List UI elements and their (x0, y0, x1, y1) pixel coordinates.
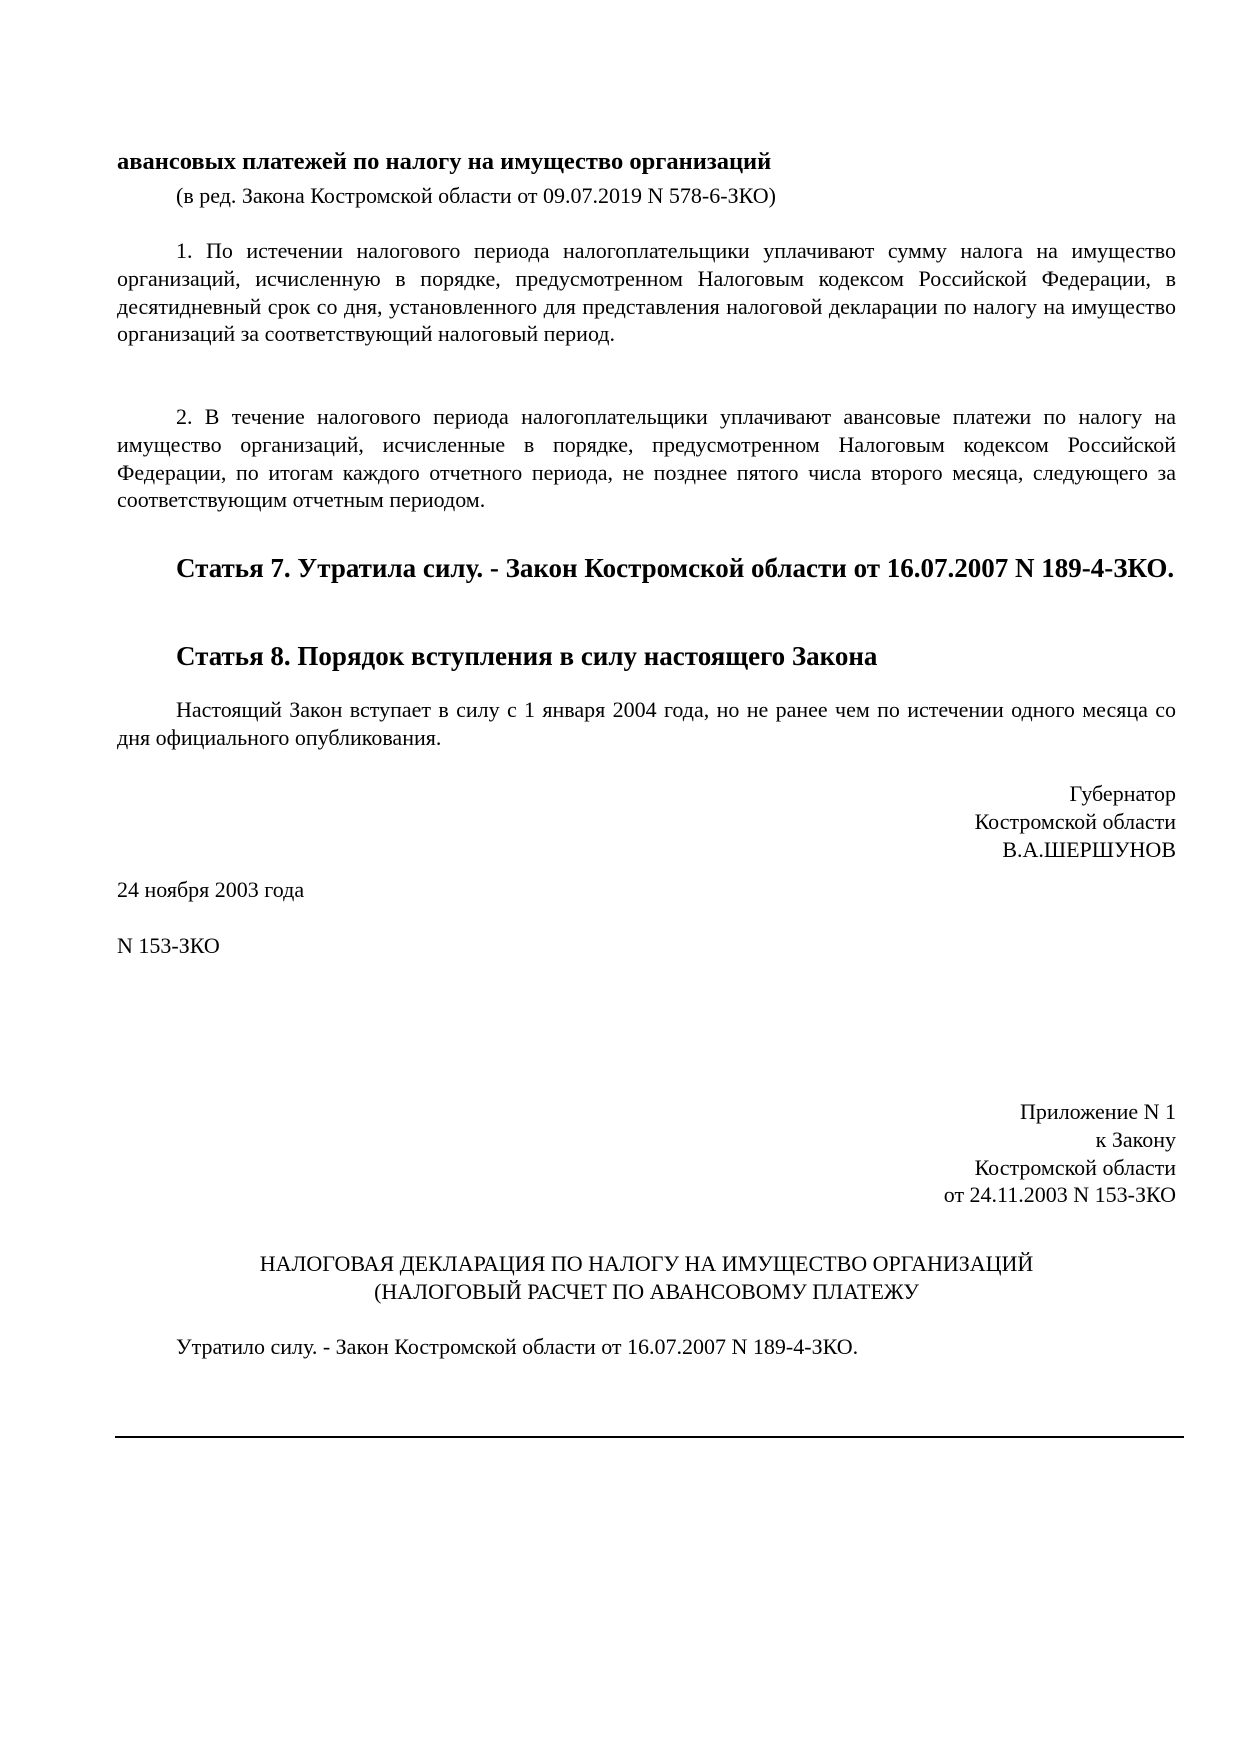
section-amendment-note: (в ред. Закона Костромской области от 09.07.2019 N 578-6-ЗКО) (176, 183, 776, 208)
article-7-heading: Статья 7. Утратила силу. - Закон Костромской области от 16.07.2007 N 189-4-ЗКО. (176, 553, 1175, 583)
signature-title: Губернатор (1069, 781, 1176, 806)
horizontal-rule (115, 1436, 1184, 1438)
law-number: N 153-ЗКО (117, 933, 220, 958)
article-8-text: Настоящий Закон вступает в силу с 1 января 2004 года, но не ранее чем по истечении одного месяца со дня официального опубликования. (117, 697, 1176, 750)
paragraph-1: 1. По истечении налогового периода налогоплательщики уплачивают сумму налога на имущество организаций, исчисленную в порядке, предусмотренном Налоговым кодексом Российской Федерации, в десятидневный срок со дня, установленного для представления налоговой декларации по налогу на имущество организаций за соответствующий налоговый период. (117, 238, 1176, 347)
appendix-law-ref: от 24.11.2003 N 153-ЗКО (943, 1182, 1176, 1208)
appendix-region: Костромской области (974, 1154, 1176, 1180)
law-date: 24 ноября 2003 года (117, 877, 305, 902)
appendix-status: Утратило силу. - Закон Костромской области от 16.07.2007 N 189-4-ЗКО. (176, 1334, 859, 1359)
paragraph-2: 2. В течение налогового периода налогоплательщики уплачивают авансовые платежи по налогу на имущество организаций, исчисленные в порядке, предусмотренном Налоговым кодексом Российской Федерации, по итогам каждого отчетного периода, не позднее пятого числа второго месяца, следующего за соответствующим отчетным периодом. (117, 404, 1176, 513)
appendix-title-line-2: (НАЛОГОВЫЙ РАСЧЕТ ПО АВАНСОВОМУ ПЛАТЕЖУ (374, 1278, 919, 1304)
section-heading: авансовых платежей по налогу на имущество организаций (117, 148, 772, 175)
signature-region: Костромской области (974, 808, 1176, 834)
signature-name: В.А.ШЕРШУНОВ (1002, 836, 1176, 862)
appendix-number: Приложение N 1 (1020, 1099, 1176, 1124)
signature-block (117, 780, 1176, 863)
article-8-heading: Статья 8. Порядок вступления в силу настоящего Закона (176, 641, 878, 671)
appendix-title-line-1: НАЛОГОВАЯ ДЕКЛАРАЦИЯ ПО НАЛОГУ НА ИМУЩЕСТВО ОРГАНИЗАЦИЙ (259, 1251, 1034, 1276)
appendix-title (117, 1250, 1176, 1306)
appendix-to-law: к Закону (1095, 1126, 1176, 1152)
appendix-reference (117, 1098, 1176, 1209)
